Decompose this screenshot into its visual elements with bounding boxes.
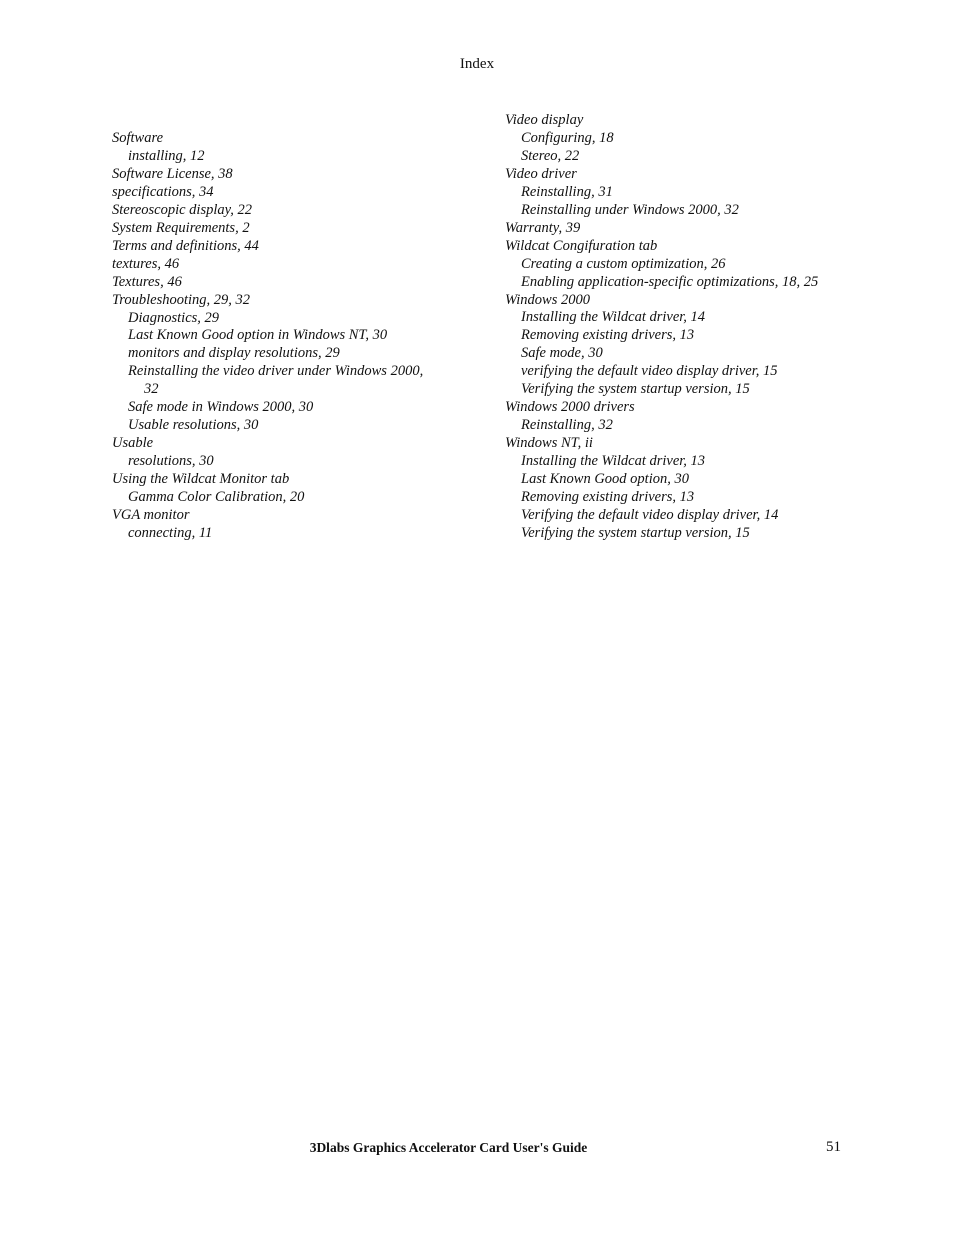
index-entry: Usable — [112, 435, 154, 452]
index-entry: Software — [112, 130, 164, 146]
index-entry: Wildcat Congifuration tab — [505, 237, 658, 254]
index-subentry: Verifying the system startup version, 15 — [521, 524, 750, 541]
index-subentry: 32 — [144, 381, 159, 398]
footer-title: 3Dlabs Graphics Accelerator Card User's Guide — [309, 1140, 588, 1155]
index-subentry: Reinstalling the video driver under Windows 2000, — [128, 363, 424, 380]
index-entry: Video driver — [505, 165, 577, 182]
index-entry: Video display — [505, 112, 584, 128]
index-subentry: Last Known Good option in Windows NT, 30 — [128, 327, 388, 344]
index-entry: Warranty, 39 — [505, 219, 581, 236]
index-subentry: Creating a custom optimization, 26 — [521, 255, 726, 272]
index-subentry: Enabling application-specific optimizations, 18, 25 — [521, 273, 819, 290]
index-entry: textures, 46 — [112, 255, 180, 272]
index-subentry: Verifying the default video display driver, 14 — [521, 506, 779, 523]
index-subentry: Safe mode, 30 — [521, 345, 603, 362]
index-entry: Textures, 46 — [112, 273, 182, 290]
index-entry: Stereoscopic display, 22 — [112, 201, 253, 218]
page-number: 51 — [826, 1139, 841, 1155]
index-subentry: resolutions, 30 — [128, 453, 214, 470]
index-entry: System Requirements, 2 — [112, 219, 250, 236]
index-subentry: Verifying the system startup version, 15 — [521, 381, 750, 398]
index-subentry: verifying the default video display driver, 15 — [521, 363, 778, 380]
index-subentry: Gamma Color Calibration, 20 — [128, 489, 305, 506]
index-entry: Terms and definitions, 44 — [112, 237, 259, 254]
page-header: Index — [459, 56, 495, 72]
index-entry: Windows 2000 — [505, 291, 590, 308]
index-entry: specifications, 34 — [112, 183, 214, 200]
index-entry: VGA monitor — [112, 507, 190, 524]
index-entry: Software License, 38 — [112, 165, 233, 182]
index-subentry: Reinstalling, 32 — [521, 417, 613, 434]
index-column-right — [505, 112, 850, 543]
index-subentry: Installing the Wildcat driver, 13 — [521, 453, 706, 470]
index-entry: Windows NT, ii — [505, 435, 593, 452]
index-entry: Using the Wildcat Monitor tab — [112, 471, 290, 488]
index-subentry: Installing the Wildcat driver, 14 — [521, 309, 706, 326]
index-subentry: Diagnostics, 29 — [128, 309, 220, 326]
index-entry: Windows 2000 drivers — [505, 399, 635, 416]
index-subentry: Stereo, 22 — [521, 147, 580, 164]
index-subentry: Last Known Good option, 30 — [521, 471, 689, 488]
index-subentry: Removing existing drivers, 13 — [521, 327, 695, 344]
index-subentry: monitors and display resolutions, 29 — [128, 345, 340, 362]
index-column-left — [112, 130, 457, 543]
index-subentry: connecting, 11 — [128, 524, 213, 541]
index-subentry: Safe mode in Windows 2000, 30 — [128, 399, 314, 416]
index-entry: Troubleshooting, 29, 32 — [112, 291, 251, 308]
index-subentry: Removing existing drivers, 13 — [521, 489, 695, 506]
index-subentry: installing, 12 — [128, 147, 205, 164]
index-subentry: Usable resolutions, 30 — [128, 417, 259, 434]
index-subentry: Configuring, 18 — [521, 129, 614, 146]
index-subentry: Reinstalling, 31 — [521, 183, 613, 200]
index-subentry: Reinstalling under Windows 2000, 32 — [521, 201, 739, 218]
